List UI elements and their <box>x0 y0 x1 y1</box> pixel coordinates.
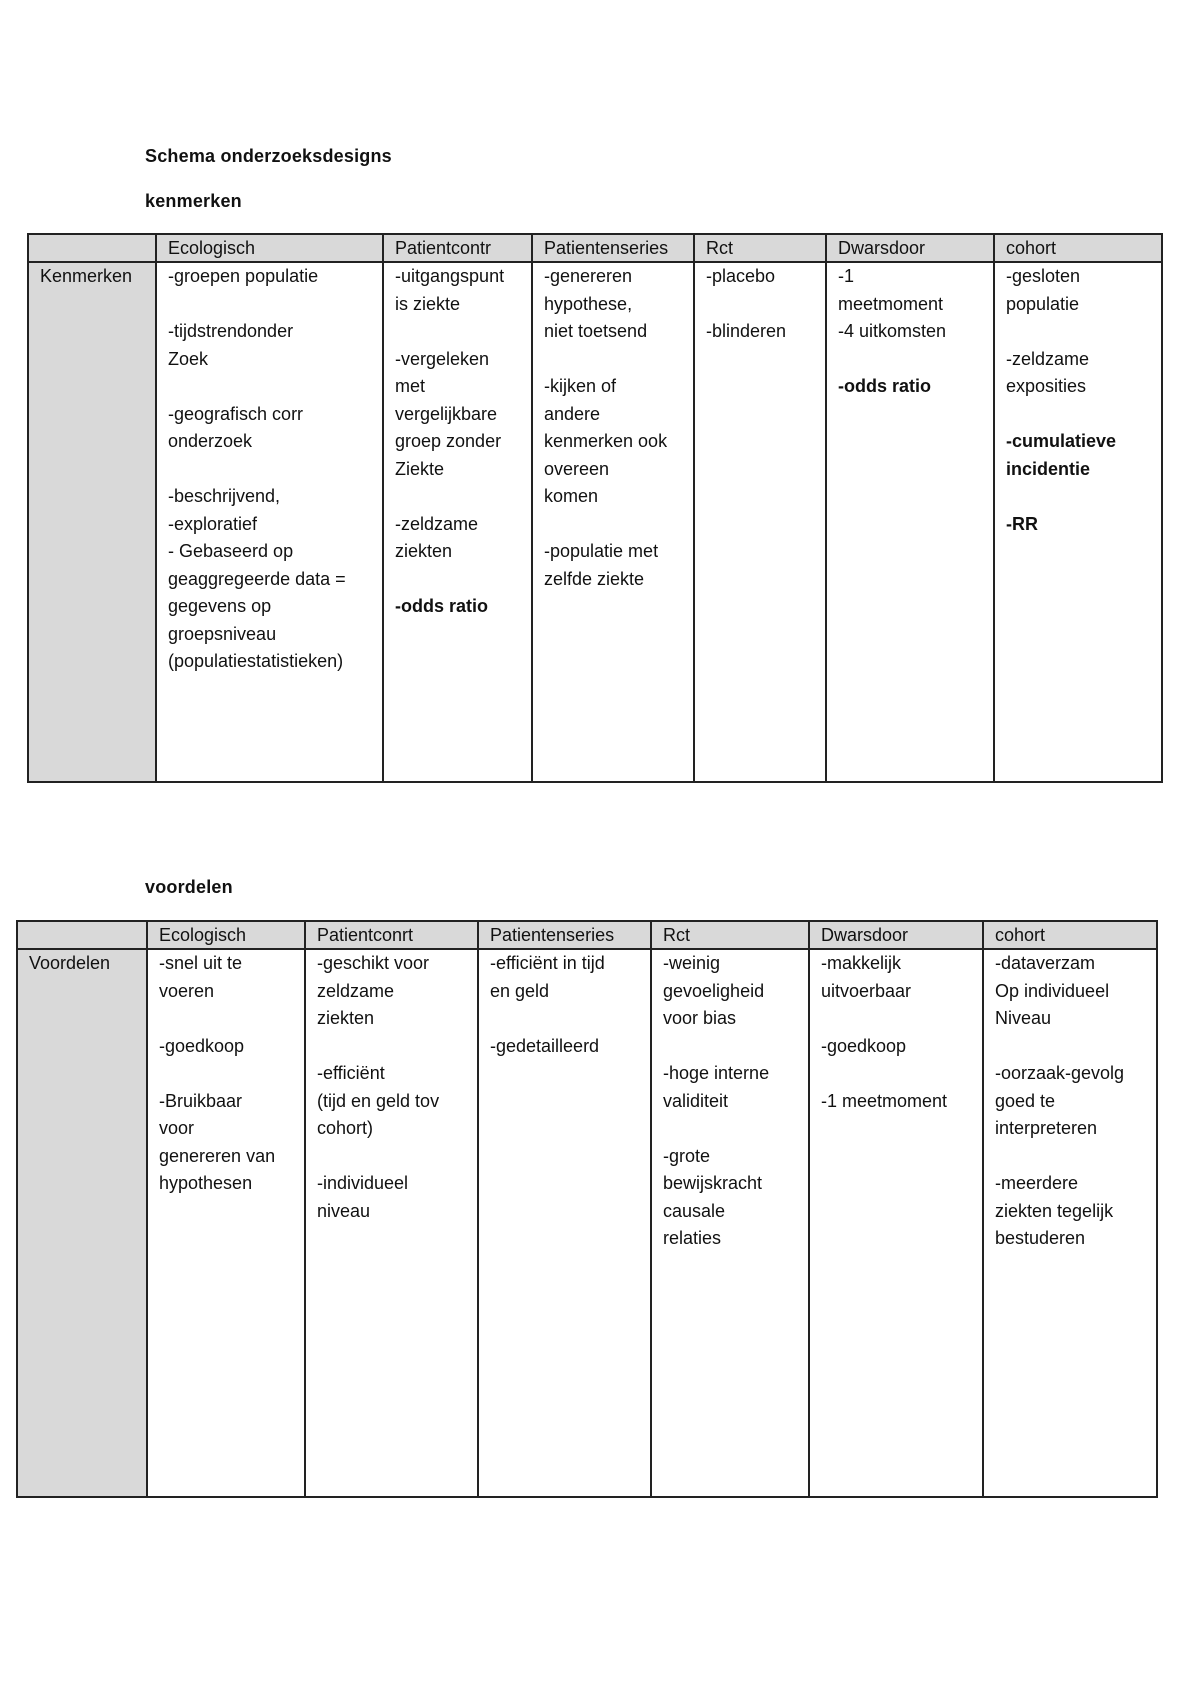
cell-line: vergelijkbare <box>395 403 498 424</box>
cell-line: voor <box>159 1118 195 1138</box>
column-header: Ecologisch <box>156 234 383 262</box>
cell-line: andere <box>544 403 601 424</box>
cell-line: genereren van <box>159 1145 276 1166</box>
column-header: cohort <box>983 921 1157 949</box>
column-header: Rct <box>651 921 809 949</box>
cell-line <box>995 1143 1146 1171</box>
cell-line: ziekten <box>395 541 453 561</box>
cell-line: -goedkoop <box>821 1035 907 1056</box>
cell-line: groepsniveau <box>168 623 277 644</box>
cell-line: goed te <box>995 1090 1056 1111</box>
cell-line: bestuderen <box>995 1228 1086 1248</box>
cell-line: exposities <box>1006 376 1087 396</box>
cell-dwarsdoor <box>809 949 983 1497</box>
cell-line: -4 uitkomsten <box>838 321 947 341</box>
voordelen-table <box>16 920 1158 1498</box>
column-header: Dwarsdoor <box>826 234 994 262</box>
cell-rct <box>651 949 809 1497</box>
cell-line: Op individueel <box>995 980 1110 1001</box>
cell-line <box>544 346 683 374</box>
cell-line: zeldzame <box>317 980 395 1001</box>
column-header: Dwarsdoor <box>809 921 983 949</box>
cell-line: -odds ratio <box>395 596 488 616</box>
cell-line: niveau <box>317 1200 371 1221</box>
cell-line <box>821 1005 972 1033</box>
cell-line: -placebo <box>706 266 776 286</box>
cell-line <box>490 1005 640 1033</box>
cell-line: zelfde ziekte <box>544 568 645 589</box>
cell-line <box>317 1033 467 1061</box>
cell-line: -geografisch corr <box>168 403 304 424</box>
cell-line: bewijskracht <box>663 1173 763 1193</box>
cell-patientenseries <box>478 949 651 1497</box>
cell-line <box>395 483 521 511</box>
cell-line: meetmoment <box>838 293 944 314</box>
cell-cohort <box>983 949 1157 1497</box>
cell-line: -exploratief <box>168 513 258 534</box>
cell-line: causale <box>663 1200 726 1221</box>
cell-line <box>838 346 983 374</box>
table-header-row <box>17 921 1157 949</box>
cell-line: komen <box>544 486 599 506</box>
cell-line: cohort) <box>317 1118 374 1138</box>
cell-line <box>168 456 372 484</box>
cell-line: -efficiënt in tijd <box>490 953 605 973</box>
row-label-voordelen: Voordelen <box>17 949 147 1497</box>
cell-line: ziekten tegelijk <box>995 1200 1114 1221</box>
cell-line: -gedetailleerd <box>490 1035 600 1056</box>
cell-line: -makkelijk <box>821 953 902 973</box>
cell-line: -1 meetmoment <box>821 1090 948 1111</box>
column-header: Patientcontr <box>383 234 532 262</box>
cell-line: -blinderen <box>706 321 787 341</box>
table-header-row <box>28 234 1162 262</box>
cell-line: gevoeligheid <box>663 980 765 1001</box>
cell-line: Niveau <box>995 1008 1052 1028</box>
cell-line <box>159 1060 294 1088</box>
cell-line: -genereren <box>544 266 633 286</box>
cell-line: onderzoek <box>168 431 253 451</box>
cell-line: validiteit <box>663 1090 729 1111</box>
cell-patientconrt <box>305 949 478 1497</box>
cell-line: voor bias <box>663 1008 737 1028</box>
cell-line: - Gebaseerd op <box>168 541 294 561</box>
cell-line: -groepen populatie <box>168 266 319 286</box>
cell-line: -tijdstrendonder <box>168 321 294 341</box>
column-header: Ecologisch <box>147 921 305 949</box>
cell-line: hypothese, <box>544 293 633 314</box>
cell-line: -zeldzame <box>395 513 479 534</box>
cell-line: groep zonder <box>395 431 502 451</box>
column-header: Patientenseries <box>478 921 651 949</box>
cell-rct <box>694 262 826 782</box>
cell-line: uitvoerbaar <box>821 980 912 1001</box>
cell-line: ziekten <box>317 1008 375 1028</box>
cell-line: Ziekte <box>395 458 445 479</box>
column-header: cohort <box>994 234 1162 262</box>
cell-line: populatie <box>1006 293 1080 314</box>
column-header: Patientenseries <box>532 234 694 262</box>
cell-line: overeen <box>544 458 610 479</box>
cell-line: kenmerken ook <box>544 431 668 451</box>
header-corner-cell <box>28 234 156 262</box>
cell-line: -1 <box>838 266 855 286</box>
cell-line <box>1006 483 1151 511</box>
column-header: Rct <box>694 234 826 262</box>
cell-line: gegevens op <box>168 596 272 616</box>
cell-line <box>544 511 683 539</box>
cell-ecologisch <box>147 949 305 1497</box>
cell-line: -efficiënt <box>317 1063 385 1083</box>
cell-line <box>168 291 372 319</box>
cell-line <box>159 1005 294 1033</box>
cell-line <box>663 1033 798 1061</box>
row-label-kenmerken: Kenmerken <box>28 262 156 782</box>
cell-line: -RR <box>1006 513 1038 534</box>
cell-line <box>821 1060 972 1088</box>
cell-line: en geld <box>490 980 550 1001</box>
cell-line <box>995 1033 1146 1061</box>
cell-line: -individueel <box>317 1173 409 1193</box>
cell-line: -geschikt voor <box>317 953 430 973</box>
cell-line <box>1006 318 1151 346</box>
cell-line: -hoge interne <box>663 1063 770 1083</box>
cell-patientcontr <box>383 262 532 782</box>
section-heading-kenmerken: kenmerken <box>145 191 242 211</box>
cell-line: -cumulatieve <box>1006 431 1117 451</box>
cell-line: (populatiestatistieken) <box>168 651 344 671</box>
cell-line: -zeldzame <box>1006 348 1090 369</box>
cell-line: -grote <box>663 1145 711 1166</box>
cell-line: -vergeleken <box>395 348 490 369</box>
cell-line: incidentie <box>1006 458 1091 479</box>
cell-line <box>395 566 521 594</box>
cell-line: -gesloten <box>1006 266 1081 286</box>
cell-line <box>1006 401 1151 429</box>
cell-line: -meerdere <box>995 1173 1079 1193</box>
header-corner-cell <box>17 921 147 949</box>
table-row <box>17 949 1157 1497</box>
cell-line <box>317 1143 467 1171</box>
cell-line: -Bruikbaar <box>159 1090 243 1111</box>
cell-line <box>168 373 372 401</box>
cell-dwarsdoor <box>826 262 994 782</box>
cell-line: -snel uit te <box>159 953 243 973</box>
cell-line <box>663 1115 798 1143</box>
cell-line: -oorzaak-gevolg <box>995 1063 1125 1083</box>
cell-line: -populatie met <box>544 541 659 561</box>
cell-line <box>395 318 521 346</box>
cell-line: interpreteren <box>995 1118 1098 1138</box>
page-title: Schema onderzoeksdesigns <box>145 146 392 166</box>
kenmerken-table <box>27 233 1163 783</box>
cell-line: is ziekte <box>395 293 461 314</box>
cell-line: -goedkoop <box>159 1035 245 1056</box>
cell-line: -dataverzam <box>995 953 1096 973</box>
cell-line <box>706 291 815 319</box>
cell-line: Zoek <box>168 348 209 369</box>
cell-patientenseries <box>532 262 694 782</box>
cell-line: -odds ratio <box>838 376 931 396</box>
cell-line: -kijken of <box>544 376 617 396</box>
cell-line: -beschrijvend, <box>168 486 281 506</box>
cell-line: geaggregeerde data = <box>168 568 346 589</box>
cell-line: relaties <box>663 1228 722 1248</box>
section-heading-voordelen: voordelen <box>145 877 233 897</box>
cell-line: niet toetsend <box>544 321 648 341</box>
cell-line: hypothesen <box>159 1173 253 1193</box>
cell-line: (tijd en geld tov <box>317 1090 440 1111</box>
cell-line: -weinig <box>663 953 721 973</box>
cell-cohort <box>994 262 1162 782</box>
cell-line: met <box>395 376 426 396</box>
cell-ecologisch <box>156 262 383 782</box>
cell-line: voeren <box>159 980 215 1001</box>
table-row <box>28 262 1162 782</box>
column-header: Patientconrt <box>305 921 478 949</box>
cell-line: -uitgangspunt <box>395 266 505 286</box>
